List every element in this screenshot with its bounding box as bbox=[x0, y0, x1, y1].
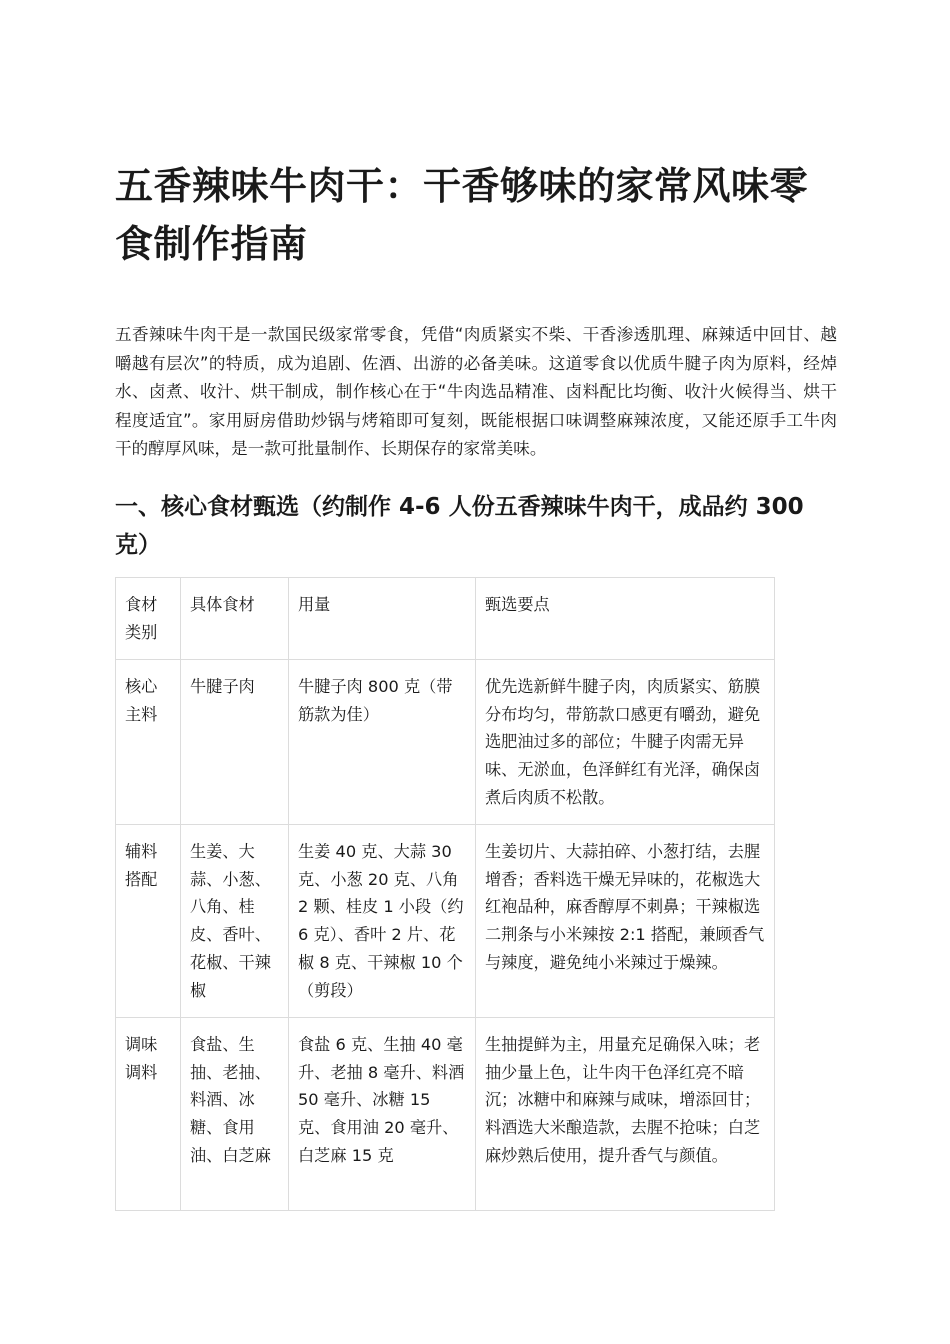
table-row bbox=[116, 660, 775, 825]
cell-amount: 食盐 6 克、生抽 40 毫升、老抽 8 毫升、料酒 50 毫升、冰糖 15 克、食用油 20 毫升、白芝麻 15 克 bbox=[289, 1018, 476, 1211]
table-row bbox=[116, 1018, 775, 1211]
cell-category: 辅料搭配 bbox=[116, 825, 181, 1018]
page-title: 五香辣味牛肉干：干香够味的家常风味零食制作指南 bbox=[115, 164, 809, 266]
cell-notes: 生姜切片、大蒜拍碎、小葱打结，去腥增香；香料选干燥无异味的，花椒选大红袍品种，麻香醇厚不刺鼻；干辣椒选二荆条与小米辣按 2:1 搭配，兼顾香气与辣度，避免纯小米辣过于燥辣。 bbox=[476, 825, 775, 1018]
cell-ingredients: 食盐、生抽、老抽、料酒、冰糖、食用油、白芝麻 bbox=[181, 1018, 289, 1211]
table-header-row bbox=[116, 578, 775, 660]
cell-notes: 优先选新鲜牛腱子肉，肉质紧实、筋膜分布均匀，带筋款口感更有嚼劲，避免选肥油过多的部位；牛腱子肉需无异味、无淤血，色泽鲜红有光泽，确保卤煮后肉质不松散。 bbox=[476, 660, 775, 825]
cell-ingredients: 牛腱子肉 bbox=[181, 660, 289, 825]
header-cell-ingredients: 具体食材 bbox=[181, 578, 289, 660]
cell-notes: 生抽提鲜为主，用量充足确保入味；老抽少量上色，让牛肉干色泽红亮不暗沉；冰糖中和麻辣与咸味，增添回甘；料酒选大米酿造款，去腥不抢味；白芝麻炒熟后使用，提升香气与颜值。 bbox=[476, 1018, 775, 1211]
ingredients-table bbox=[115, 577, 775, 1211]
cell-category: 调味调料 bbox=[116, 1018, 181, 1211]
cell-category: 核心主料 bbox=[116, 660, 181, 825]
cell-ingredients: 生姜、大蒜、小葱、八角、桂皮、香叶、花椒、干辣椒 bbox=[181, 825, 289, 1018]
cell-amount: 生姜 40 克、大蒜 30 克、小葱 20 克、八角 2 颗、桂皮 1 小段（约 6 克）、香叶 2 片、花椒 8 克、干辣椒 10 个（剪段） bbox=[289, 825, 476, 1018]
header-cell-notes: 甄选要点 bbox=[476, 578, 775, 660]
header-cell-category: 食材类别 bbox=[116, 578, 181, 660]
header-cell-amount: 用量 bbox=[289, 578, 476, 660]
cell-amount: 牛腱子肉 800 克（带筋款为佳） bbox=[289, 660, 476, 825]
intro-paragraph: 五香辣味牛肉干是一款国民级家常零食，凭借“肉质紧实不柴、干香渗透肌理、麻辣适中回甘、越嚼越有层次”的特质，成为追剧、佐酒、出游的必备美味。这道零食以优质牛腱子肉为原料，经焯水、卤煮、收汁、烘干制成，制作核心在于“牛肉选品精准、卤料配比均衡、收汁火候得当、烘干程度适宜”。家用厨房借助炒锅与烤箱即可复刻，既能根据口味调整麻辣浓度，又能还原手工牛肉干的醇厚风味，是一款可批量制作、长期保存的家常美味。 bbox=[115, 325, 837, 459]
section-heading-ingredients: 一、核心食材甄选（约制作 4-6 人份五香辣味牛肉干，成品约 300 克） bbox=[115, 494, 804, 558]
table-row bbox=[116, 825, 775, 1018]
